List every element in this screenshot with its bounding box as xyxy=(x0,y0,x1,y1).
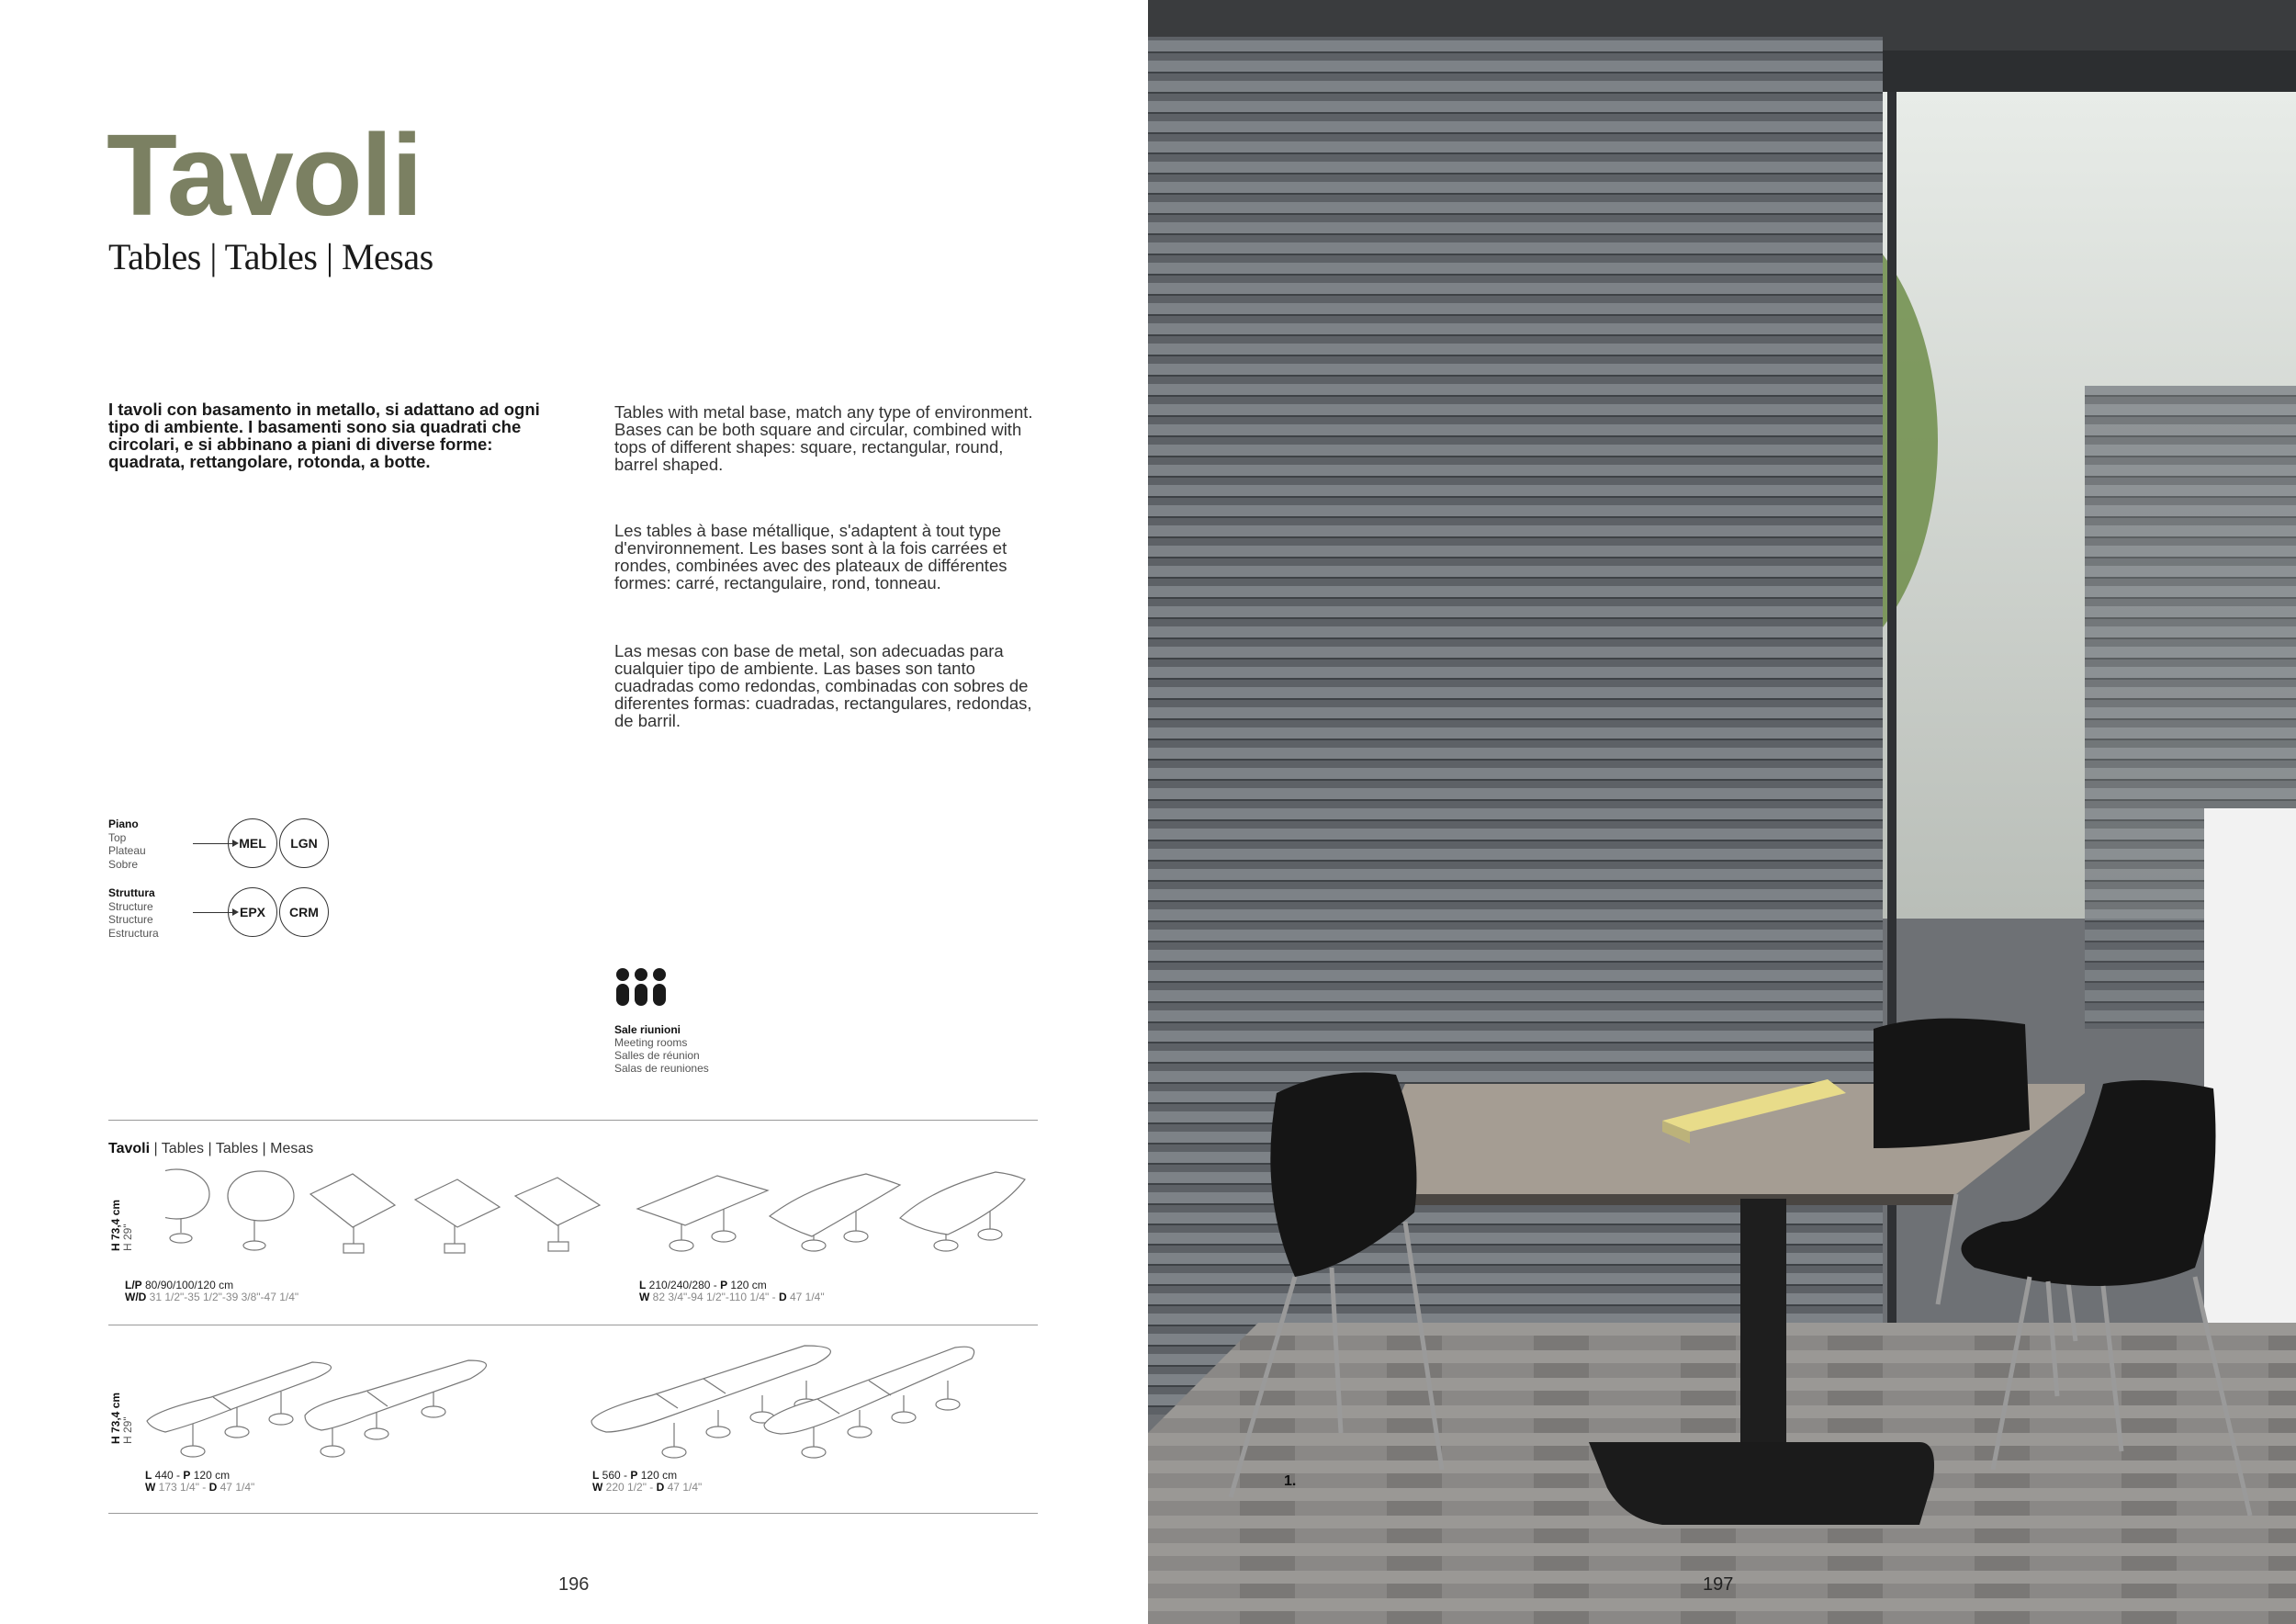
dim-label: P xyxy=(630,1469,638,1482)
dim-value: 31 1/2"-35 1/2"-39 3/8"-47 1/4" xyxy=(146,1291,299,1303)
table-base xyxy=(1589,1442,1934,1525)
material-top-es: Sobre xyxy=(108,857,139,871)
dim-value: 220 1/2" - xyxy=(602,1481,657,1494)
round-table-drawing xyxy=(165,1169,209,1243)
section-title-rest: | Tables | Tables | Mesas xyxy=(150,1141,314,1156)
intro-french: Les tables à base métallique, s'adaptent à tout type d'environnement. Les bases sont à la fois carrées et rondes, combinées avec des plateaux de différentes formes: carré, rectangulaire, rond, tonneau. xyxy=(614,521,1007,592)
square-table-drawing xyxy=(515,1178,600,1251)
dim-label: W/D xyxy=(125,1291,147,1303)
intro-spanish: Las mesas con base de metal, son adecuadas para cualquier tipo de ambiente. Las bases son tanto cuadradas como redondas, combinadas con sobres de diferentes formas: cuadradas, rectangulares, redondas, de barril. xyxy=(614,641,1032,730)
finish-badge-crm: CRM xyxy=(279,887,329,937)
height-metric: H 73,4 cm xyxy=(109,1199,122,1251)
use-label xyxy=(614,1023,709,1075)
finish-badge-mel: MEL xyxy=(228,818,277,868)
material-structure-fr: Structure xyxy=(108,913,153,926)
dim-label: D xyxy=(208,1481,218,1494)
table-shapes-row2 xyxy=(138,1336,983,1465)
dim-value: 210/240/280 - xyxy=(646,1279,721,1291)
round-table-drawing xyxy=(228,1171,294,1250)
product-photo xyxy=(1148,0,2296,1624)
material-structure-en: Structure xyxy=(108,899,153,913)
dim-label: D xyxy=(656,1481,665,1494)
chair xyxy=(1874,1019,2030,1148)
white-cabinet xyxy=(2204,808,2296,1323)
dim-label: L xyxy=(592,1469,600,1482)
material-structure-title: Struttura xyxy=(108,886,155,899)
page-number-right: 197 xyxy=(1703,1574,1734,1595)
dim-value: 80/90/100/120 cm xyxy=(141,1279,234,1291)
material-top-en: Top xyxy=(108,830,127,844)
meeting-people-icon xyxy=(613,968,670,1007)
dim-label: L xyxy=(639,1279,647,1291)
dim-value: 560 - xyxy=(599,1469,631,1482)
height-label-row2 xyxy=(110,1393,134,1444)
square-table-drawing xyxy=(415,1179,500,1253)
dim-square-round xyxy=(125,1280,298,1303)
dim-label: W xyxy=(145,1481,156,1494)
finish-badge-epx: EPX xyxy=(228,887,277,937)
dim-value: 120 cm xyxy=(190,1469,231,1482)
dim-label: L xyxy=(145,1469,152,1482)
square-table-drawing xyxy=(310,1174,395,1253)
material-top-label xyxy=(108,818,146,871)
height-imperial: H 29" xyxy=(121,1416,134,1444)
dim-value: 47 1/4" xyxy=(664,1481,703,1494)
dim-label: L/P xyxy=(125,1279,142,1291)
height-imperial: H 29" xyxy=(121,1224,134,1251)
photo-caption: 1. xyxy=(1284,1473,1297,1489)
dim-value: 47 1/4" xyxy=(786,1291,825,1303)
long-table-440-drawing xyxy=(147,1362,332,1457)
material-top-fr: Plateau xyxy=(108,844,146,857)
table-shapes-row1 xyxy=(165,1167,1038,1268)
dim-value: 47 1/4" xyxy=(217,1481,255,1494)
table-edge xyxy=(1387,1194,1956,1205)
dim-value: 82 3/4"-94 1/2"-110 1/4" - xyxy=(649,1291,779,1303)
use-title: Sale riunioni xyxy=(614,1023,681,1036)
dim-value: 120 cm xyxy=(637,1469,678,1482)
dim-value: 173 1/4" - xyxy=(155,1481,209,1494)
dim-long-440 xyxy=(145,1470,254,1494)
barrel-table-drawing xyxy=(770,1174,900,1251)
dim-long-560 xyxy=(592,1470,702,1494)
section-title-bold: Tavoli xyxy=(108,1141,151,1156)
use-en: Meeting rooms xyxy=(614,1036,688,1049)
page-number-left: 196 xyxy=(558,1574,590,1595)
finish-badge-lgn: LGN xyxy=(279,818,329,868)
divider xyxy=(108,1120,1038,1121)
section-title xyxy=(108,1141,313,1157)
intro-italian: I tavoli con basamento in metallo, si adattano ad ogni tipo di ambiente. I basamenti sono sia quadrati che circolari, e si abbinano a piani di diverse forme: quadrata, rettangolare, rotonda, a botte. xyxy=(108,400,540,471)
dim-label: W xyxy=(592,1481,603,1494)
dim-label: P xyxy=(720,1279,728,1291)
meeting-room-scene xyxy=(1148,0,2296,1624)
dim-rect-barrel xyxy=(639,1280,825,1303)
height-label-row1 xyxy=(110,1200,134,1251)
material-structure-label xyxy=(108,886,159,940)
dim-label: P xyxy=(183,1469,191,1482)
use-fr: Salles de réunion xyxy=(614,1049,700,1062)
page-subtitle: Tables | Tables | Mesas xyxy=(108,236,433,277)
use-es: Salas de reuniones xyxy=(614,1062,709,1075)
height-metric: H 73,4 cm xyxy=(109,1392,122,1444)
dim-value: 440 - xyxy=(152,1469,184,1482)
dim-label: W xyxy=(639,1291,650,1303)
long-table-440-drawing xyxy=(305,1360,487,1457)
dim-value: 120 cm xyxy=(727,1279,767,1291)
intro-english: Tables with metal base, match any type of environment. Bases can be both square and circular, combined with tops of different shapes: square, rectangular, round, barrel shaped. xyxy=(614,402,1033,474)
barrel-table-drawing xyxy=(900,1172,1025,1251)
rectangular-table-drawing xyxy=(637,1176,768,1251)
material-top-title: Piano xyxy=(108,818,139,830)
divider xyxy=(108,1513,1038,1514)
dim-label: D xyxy=(778,1291,787,1303)
material-structure-es: Estructura xyxy=(108,926,159,940)
page-title: Tavoli xyxy=(107,110,422,240)
long-table-560-drawing xyxy=(591,1346,830,1458)
